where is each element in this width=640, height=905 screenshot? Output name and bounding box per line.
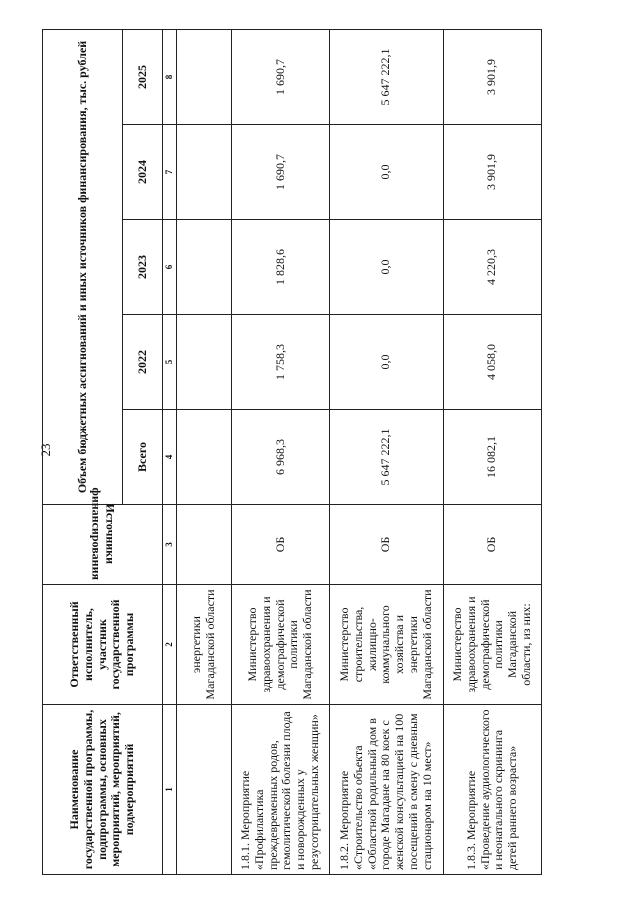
row-value-2022: 0,0: [330, 315, 443, 410]
header-responsible: Ответственный исполнитель, участник государственной программы: [43, 585, 163, 705]
header-source-label: Источники финансирования: [89, 487, 118, 580]
col-index: 7: [163, 125, 177, 220]
col-index: 2: [163, 585, 177, 705]
row-source: [177, 505, 232, 585]
row-value-2023: 1 828,6: [231, 220, 329, 315]
header-name: Наименование государственной программы, подпрограммы, основных мероприятий, мероприятий, подмероприятий: [43, 705, 163, 875]
table-row: [231, 29, 329, 874]
row-source: ОБ: [330, 505, 443, 585]
row-value-2023: [177, 220, 232, 315]
col-index: 1: [163, 705, 177, 875]
table-row: [443, 29, 541, 874]
row-source: ОБ: [231, 505, 329, 585]
row-value-2025: 5 647 222,1: [330, 29, 443, 124]
header-year-2023: 2023: [123, 220, 163, 315]
row-value-2025: 3 901,9: [443, 29, 541, 124]
row-name: [177, 705, 232, 875]
header-source: [43, 487, 163, 585]
row-value-total: 6 968,3: [231, 410, 329, 505]
col-index: 6: [163, 220, 177, 315]
row-responsible: Министерство здравоохранения и демографической политики Магаданской области, из них:: [443, 585, 541, 705]
row-value-2023: 4 220,3: [443, 220, 541, 315]
row-value-2022: [177, 315, 232, 410]
budget-table: [42, 29, 542, 875]
row-value-2022: 1 758,3: [231, 315, 329, 410]
row-value-total: 5 647 222,1: [330, 410, 443, 505]
header-year-total: Всего: [123, 410, 163, 505]
row-value-2024: 3 901,9: [443, 125, 541, 220]
row-name: 1.8.2. Мероприятие «Строительство объекта «Областной родильный дом в городе Магадане на 80 коек с женской консультацией на 100 посещений в смену с дневным стационаром на 10 мест»: [330, 705, 443, 875]
row-name: 1.8.3. Мероприятие «Проведение аудиологического и неонатального скрининга детей раннего возраста»: [443, 705, 541, 875]
row-responsible: Министерство строительства, жилищно-коммунального хозяйства и энергетики Магаданской области: [330, 585, 443, 705]
row-value-2024: [177, 125, 232, 220]
table-row: [177, 29, 232, 874]
row-value-2025: 1 690,7: [231, 29, 329, 124]
row-value-2022: 4 058,0: [443, 315, 541, 410]
col-index: 4: [163, 410, 177, 505]
header-year-2025: 2025: [123, 29, 163, 124]
row-source: ОБ: [443, 505, 541, 585]
row-value-2025: [177, 29, 232, 124]
row-value-total: 16 082,1: [443, 410, 541, 505]
col-index: 3: [163, 505, 177, 585]
page-number: 23: [38, 443, 53, 457]
row-value-2023: 0,0: [330, 220, 443, 315]
row-name: 1.8.1. Мероприятие «Профилактика преждевременных родов, гемолитической болезни плода и новорожденных у резусотрицательных женщин»: [231, 705, 329, 875]
row-value-2024: 1 690,7: [231, 125, 329, 220]
header-year-2022: 2022: [123, 315, 163, 410]
header-volume: Объем бюджетных ассигнований и иных источников финансирования, тыс. рублей: [43, 29, 123, 504]
col-index: 5: [163, 315, 177, 410]
header-year-2024: 2024: [123, 125, 163, 220]
row-responsible: энергетики Магаданской области: [177, 585, 232, 705]
rotated-table-container: [42, 30, 542, 875]
table-row: [330, 29, 443, 874]
col-index: 8: [163, 29, 177, 124]
row-responsible: Министерство здравоохранения и демографической политики Магаданской области: [231, 585, 329, 705]
row-value-2024: 0,0: [330, 125, 443, 220]
row-value-total: [177, 410, 232, 505]
